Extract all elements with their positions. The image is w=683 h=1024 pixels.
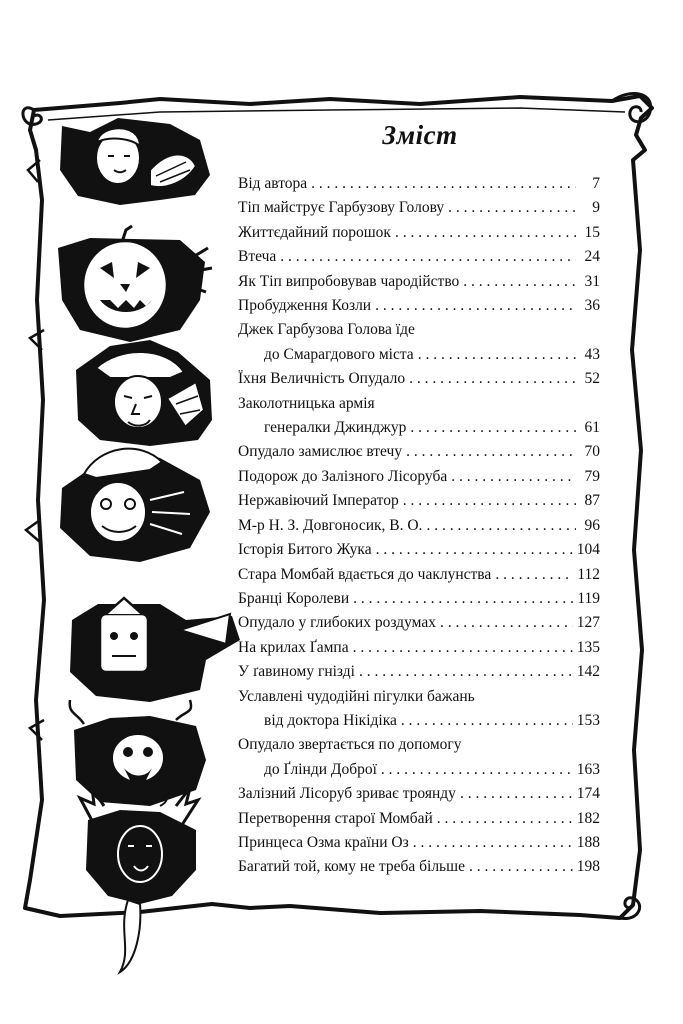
toc-page-number: 24: [584, 248, 600, 266]
scarecrow-illustration: [60, 449, 210, 562]
toc-entry-title: Нержавіючий Імператор: [238, 492, 399, 510]
toc-entry: [238, 514, 600, 538]
woggle-bug-illustration: [70, 700, 206, 806]
toc-page-number: 198: [576, 858, 600, 876]
toc-page-number: 96: [584, 516, 600, 534]
toc-entry-title: Життєдайний порошок: [238, 223, 391, 241]
toc-page-number: 174: [576, 785, 600, 803]
toc-page-number: 9: [592, 199, 600, 217]
toc-entry-title: М-р Н. З. Довгоносик, В. О.: [238, 516, 423, 534]
toc-leader-dots: [495, 563, 573, 587]
toc-entry: [238, 660, 600, 684]
toc-entry: [238, 611, 600, 635]
toc-page-number: 182: [576, 809, 600, 827]
toc-entry: [238, 270, 600, 294]
toc-leader-dots: [359, 660, 573, 684]
toc-page-number: 7: [592, 175, 600, 192]
toc-page-number: 87: [584, 492, 600, 510]
toc-leader-dots: [469, 855, 573, 879]
toc-leader-dots: [353, 636, 573, 660]
toc-entry-title: Заколотницька армія: [238, 394, 375, 412]
toc-entry: [238, 807, 600, 831]
toc-leader-dots: [403, 489, 576, 513]
boy-sleeping-illustration: [60, 118, 210, 205]
witch-mombi-illustration: [76, 340, 212, 446]
toc-entry: [238, 196, 600, 220]
toc-leader-dots: [437, 807, 573, 831]
toc-page-number: 135: [576, 638, 600, 656]
toc-leader-dots: [463, 270, 576, 294]
toc-entry-title: Їхня Величність Опудало: [238, 370, 406, 388]
toc-entry: [238, 367, 600, 391]
toc-entry: [238, 563, 600, 587]
toc-leader-dots: [401, 709, 573, 733]
toc-leader-dots: [381, 758, 573, 782]
toc-entry-title: Тіп майструє Гарбузову Голову: [238, 199, 445, 217]
toc-leader-dots: [440, 611, 573, 635]
toc-page-number: 43: [584, 345, 600, 363]
toc-entry-title: Від автора: [238, 175, 308, 192]
toc-page-number: 52: [584, 370, 600, 388]
toc-entry: [238, 221, 600, 245]
toc-page-number: 31: [584, 272, 600, 290]
toc-entry: [238, 318, 600, 367]
toc-entry-title: Опудало замислює втечу: [238, 443, 403, 461]
toc-entry: [238, 294, 600, 318]
toc-page-number: 79: [584, 467, 600, 485]
toc-entry-title: Опудало у глибоких роздумах: [238, 614, 436, 632]
toc-leader-dots: [395, 221, 576, 245]
toc-entry-title-continued: до Смарагдового міста: [264, 345, 414, 363]
page-title: Зміст: [382, 120, 458, 150]
toc-entry: [238, 489, 600, 513]
toc-leader-dots: [451, 465, 576, 489]
toc-page-number: 70: [584, 443, 600, 461]
toc-entry: [238, 587, 600, 611]
toc-page-number: 188: [576, 833, 600, 851]
toc-leader-dots: [409, 367, 576, 391]
toc-entry-title: На крилах Ґампа: [238, 638, 349, 656]
toc-entry-title: Пробудження Козли: [238, 297, 372, 315]
toc-leader-dots: [448, 196, 576, 220]
toc-entry-title-continued: до Ґлінди Доброї: [264, 760, 377, 778]
toc-entry: [238, 245, 600, 269]
toc-leader-dots: [311, 172, 576, 196]
toc-leader-dots: [280, 245, 576, 269]
toc-leader-dots: [413, 831, 573, 855]
toc-entry: [238, 685, 600, 734]
toc-entry-title: Бранці Королеви: [238, 589, 350, 607]
table-of-contents: [238, 172, 600, 880]
toc-leader-dots: [426, 514, 576, 538]
toc-entry: [238, 733, 600, 782]
toc-entry-title: Джек Гарбузова Голова їде: [238, 321, 415, 339]
toc-entry-title-continued: генералки Джинджур: [264, 419, 407, 437]
toc-entry: [238, 440, 600, 464]
toc-entry: [238, 465, 600, 489]
toc-entry: [238, 636, 600, 660]
toc-page-number: 127: [576, 614, 600, 632]
toc-page-number: 163: [576, 760, 600, 778]
toc-entry-title: Подорож до Залізного Лісоруба: [238, 467, 448, 485]
toc-entry-title-continued: від доктора Нікідіка: [264, 711, 397, 729]
toc-entry-title: Історія Битого Жука: [238, 541, 372, 559]
toc-entry: [238, 172, 600, 196]
toc-entry-title: Як Тіп випробовував чародійство: [238, 272, 460, 290]
toc-page-number: 142: [576, 663, 600, 681]
toc-entry-title: Багатий той, кому не треба більше: [238, 858, 465, 876]
toc-page-number: 112: [577, 565, 600, 583]
toc-page-number: 153: [576, 711, 600, 729]
toc-entry-title: Залізний Лісоруб зриває троянду: [238, 785, 456, 803]
toc-leader-dots: [410, 416, 576, 440]
toc-entry: [238, 392, 600, 441]
toc-entry: [238, 538, 600, 562]
toc-page-number: 36: [584, 297, 600, 315]
toc-entry-title: Опудало звертається по допомогу: [238, 736, 462, 754]
toc-entry-title: У ґавиному гнізді: [238, 663, 355, 681]
toc-entry-title: Стара Момбай вдається до чаклунства: [238, 565, 492, 583]
toc-page-number: 15: [584, 223, 600, 241]
toc-leader-dots: [460, 782, 573, 806]
tin-woodman-illustration: [70, 598, 240, 702]
toc-page-number: 104: [576, 541, 600, 559]
pumpkin-head-illustration: [58, 226, 212, 342]
toc-entry: [238, 782, 600, 806]
toc-entry-title: Втеча: [238, 248, 277, 266]
toc-page-number: 119: [577, 589, 600, 607]
toc-entry-title: Уславлені чудодійні пігулки бажань: [238, 687, 475, 705]
toc-entry-title: Перетворення старої Момбай: [238, 809, 433, 827]
toc-leader-dots: [406, 440, 576, 464]
toc-entry: [238, 855, 600, 879]
toc-leader-dots: [376, 538, 573, 562]
gump-head-illustration: [80, 788, 198, 972]
toc-page-number: 61: [584, 419, 600, 437]
toc-leader-dots: [375, 294, 576, 318]
toc-entry-title: Принцеса Озма країни Оз: [238, 833, 409, 851]
parchment-border-inner: [48, 108, 625, 120]
toc-leader-dots: [353, 587, 573, 611]
toc-leader-dots: [418, 343, 576, 367]
toc-entry: [238, 831, 600, 855]
